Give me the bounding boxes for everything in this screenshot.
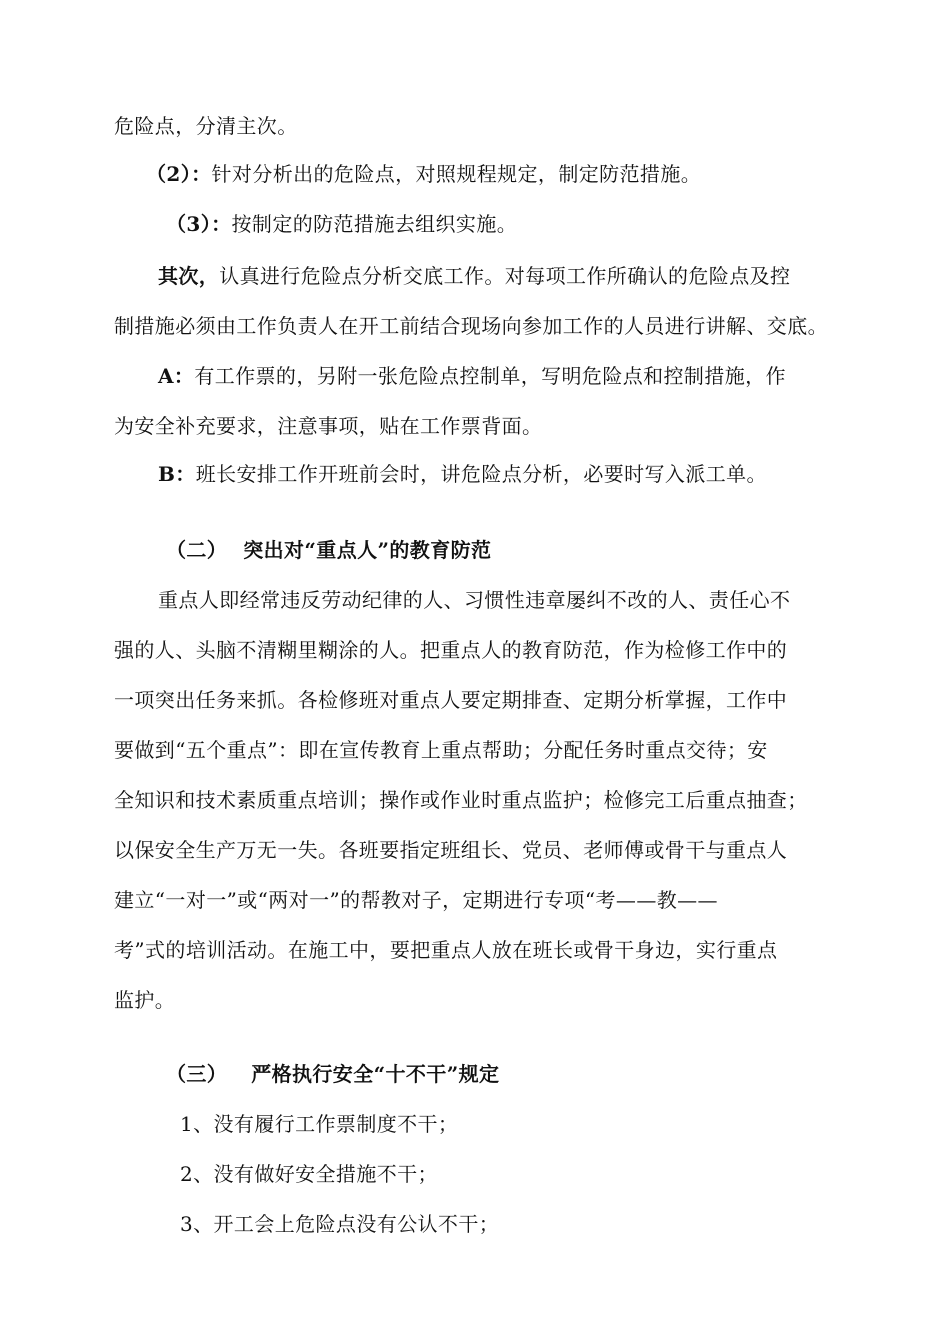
section-2-line-1: 重点人即经常违反劳动纪律的人、习惯性违章屡纠不改的人、责任心不: [158, 588, 791, 612]
item-b: [158, 460, 767, 488]
section-2-line-9: 监护。: [114, 988, 176, 1012]
section-2-line-6: 以保安全生产万无一失。各班要指定班组长、党员、老师傅或骨干与重点人: [114, 838, 788, 862]
section-3-number: （三）: [166, 1062, 228, 1086]
second-lead: 其次，: [158, 264, 220, 288]
second-text-line-1: 认真进行危险点分析交底工作。对每项工作所确认的危险点及控: [219, 264, 791, 288]
section-2-line-5: 全知识和技术素质重点培训；操作或作业时重点监护；检修完工后重点抽查；: [114, 788, 808, 812]
item-a-label: A：: [158, 364, 195, 388]
continued-line: 危险点，分清主次。: [114, 114, 298, 138]
item-b-text: 班长安排工作开班前会时，讲危险点分析，必要时写入派工单。: [195, 462, 767, 486]
item-a-line-1: [158, 362, 786, 390]
step-2: [146, 160, 701, 188]
section-2-line-7: 建立“一对一”或“两对一”的帮教对子，定期进行专项“考——教——: [114, 888, 718, 912]
step-2-label: （2）：: [146, 162, 212, 186]
rule-item-2: 2、没有做好安全措施不干；: [180, 1162, 438, 1186]
item-b-label: B：: [158, 462, 196, 486]
item-a-line-2: 为安全补充要求，注意事项，贴在工作票背面。: [114, 414, 543, 438]
section-2-line-4: 要做到“五个重点”：即在宣传教育上重点帮助；分配任务时重点交待；安: [114, 738, 768, 762]
step-3-text: 按制定的防范措施去组织实施。: [231, 212, 518, 236]
step-3-label: （3）：: [166, 212, 232, 236]
section-2-title: 突出对“重点人”的教育防范: [243, 538, 492, 562]
section-3-heading: [166, 1060, 499, 1088]
second-paragraph-line-2: 制措施必须由工作负责人在开工前结合现场向参加工作的人员进行讲解、交底。: [114, 314, 828, 338]
item-a-text-1: 有工作票的，另附一张危险点控制单，写明危险点和控制措施，作: [194, 364, 786, 388]
section-2-number: （二）: [166, 538, 228, 562]
section-2-line-3: 一项突出任务来抓。各检修班对重点人要定期排查、定期分析掌握，工作中: [114, 688, 788, 712]
section-3-title: 严格执行安全“十不干”规定: [251, 1062, 500, 1086]
step-2-text: 针对分析出的危险点，对照规程规定，制定防范措施。: [211, 162, 702, 186]
section-2-line-2: 强的人、头脑不清糊里糊涂的人。把重点人的教育防范，作为检修工作中的: [114, 638, 788, 662]
step-3: [166, 210, 517, 238]
second-paragraph-line-1: [158, 262, 790, 290]
section-2-line-8: 考”式的培训活动。在施工中，要把重点人放在班长或骨干身边，实行重点: [114, 938, 778, 962]
rule-item-1: 1、没有履行工作票制度不干；: [180, 1112, 459, 1136]
rule-item-3: 3、开工会上危险点没有公认不干；: [180, 1212, 500, 1236]
section-2-heading: [166, 536, 491, 564]
